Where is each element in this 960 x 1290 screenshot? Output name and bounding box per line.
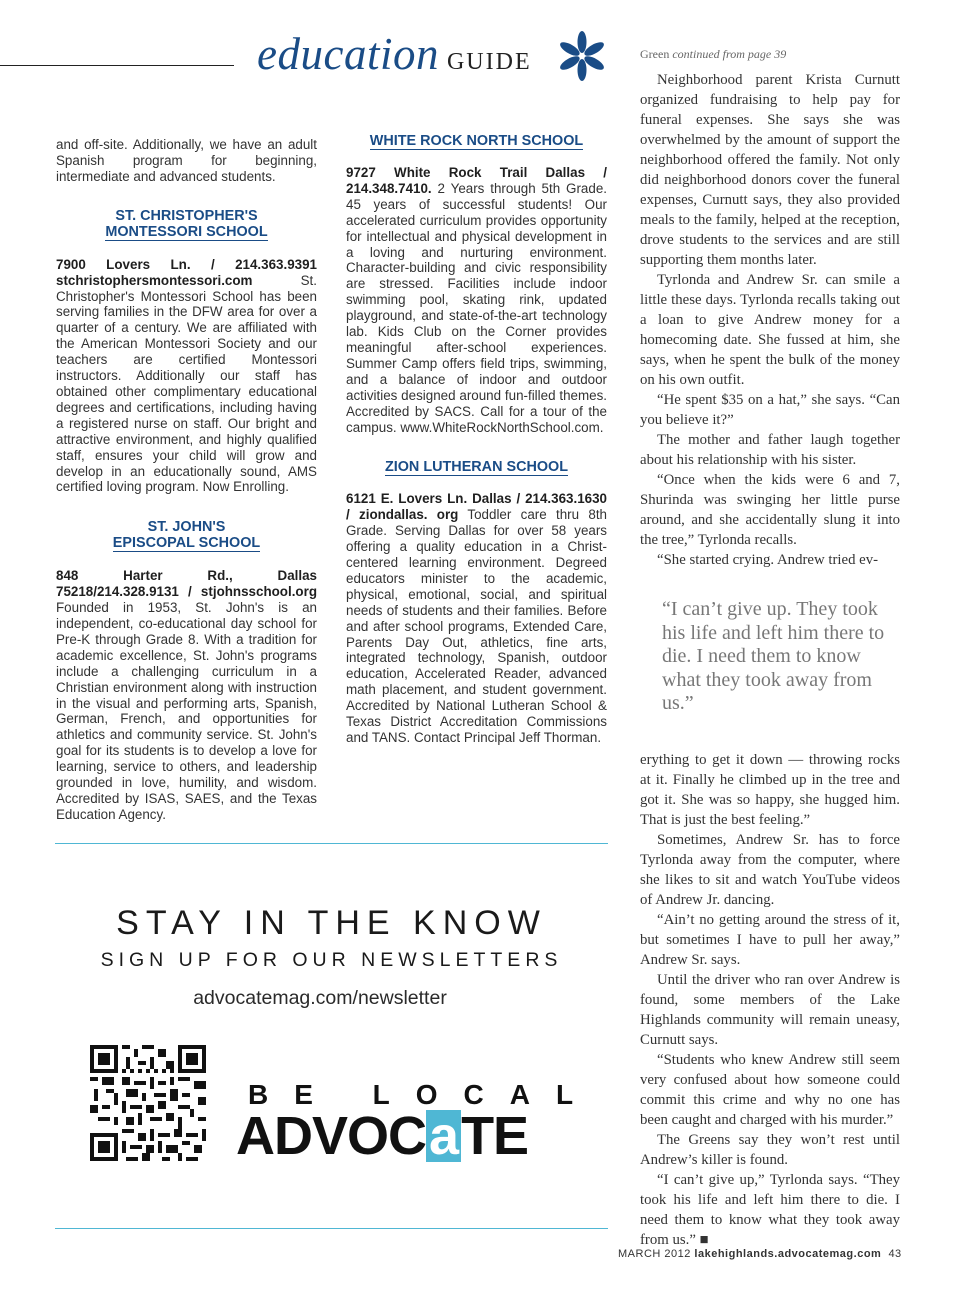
school-contact: 848 Harter Rd., Dallas 75218/214.328.9131 / stjohnsschool.org (56, 568, 317, 600)
section-title-word: education (257, 29, 439, 79)
ad-top-rule (55, 843, 608, 844)
header-rule (0, 65, 234, 66)
section-title-guide: GUIDE (446, 49, 532, 75)
school-entry-st-christophers (56, 257, 317, 496)
school-title-line: ST. CHRISTOPHER'S (115, 207, 258, 224)
school-description: Founded in 1953, St. John's is an independent, co-educational day school for Pre-K through Grade 8. With a tradition for academic excellence, St. John's programs include a challenging curriculum in a Christian environment along with instruction in the visual and performing arts, Spanish, German, French, and opportunities for athletics and community service. St. John's goal for its students is to develop a love for learning, service to others, and leadership grounded in love, humility, and wisdom. Accredited by ISAS, SAES, and the Texas Education Agency. (56, 600, 317, 822)
ad-subhead: SIGN UP FOR OUR NEWSLETTERS (100, 949, 563, 971)
col1-intro: and off-site. Additionally, we have an adult Spanish program for beginning, intermediate and advanced students. (56, 137, 317, 184)
story-paragraph: The mother and father laugh together about his relationship with his sister. (640, 432, 900, 468)
page-footer (618, 1248, 902, 1260)
advocate-logo-text: TE (461, 1106, 529, 1166)
column-1 (56, 137, 317, 823)
story-paragraph: “Students who knew Andrew still seem very confused about how someone could commit this crime and why no one has been caught and charged with his murder.” (640, 1052, 900, 1128)
advocate-logo (236, 1106, 528, 1166)
story-column-bottom (640, 750, 900, 1250)
asterisk-icon (556, 30, 608, 82)
column-2 (346, 133, 607, 746)
qr-code-icon[interactable] (90, 1045, 206, 1161)
school-description: St. Christopher's Montessori School has been serving families in the DFW area for over a quarter of a century. We are affiliated with the American Montessori Society and our teachers are certified Montessori instructors. Additionally our staff has obtained other complimentary educational degrees and certifications, including having a registered nurse on staff. Our bright and attractive environment, and highly qualified staff, ensures your child will grow and develop in an educationally sound, AMS certified loving program. Now Enrolling. (56, 272, 317, 495)
continued-page-ref: continued from page 39 (672, 47, 787, 61)
school-title-st-christophers (56, 208, 317, 240)
story-paragraph: Neighborhood parent Krista Curnutt organized fundraising to help pay for funeral expenses. She says she was overwhelmed by the amount of support the neighborhood offered the family. Not only did neighborhood donors cover the funeral expenses, Curnutt says, they also provided meals to the family, helped at the reception, drove students to the services and are still supporting them months later. (640, 72, 900, 268)
story-paragraph: “He spent $35 on a hat,” she says. “Can you believe it?” (640, 392, 900, 428)
school-contact: 9727 White Rock Trail Dallas / 214.348.7410. (346, 165, 607, 196)
school-title-line: WHITE ROCK NORTH SCHOOL (369, 133, 584, 149)
story-paragraph: “Ain’t no getting around the stress of it, but sometimes I have to pull her away,” Andrew Sr. says. (640, 912, 900, 968)
story-paragraph: The Greens say they won’t rest until Andrew’s killer is found. (640, 1132, 900, 1168)
school-title-zion-lutheran (346, 459, 607, 475)
footer-issue-date: MARCH 2012 (618, 1248, 691, 1260)
school-title-line: ST. JOHN'S (147, 519, 226, 536)
school-title-line: EPISCOPAL SCHOOL (112, 535, 261, 552)
story-paragraph: Sometimes, Andrew Sr. has to force Tyrlonda away from the computer, where she likes to sit and watch YouTube videos of Andrew Jr. dancing. (640, 832, 900, 908)
story-paragraph: “I can’t give up,” Tyrlonda says. “They took his life and left him there to die. I need them to know what they took away from us.” ■ (640, 1172, 900, 1248)
advocate-logo-a: a (426, 1110, 461, 1162)
school-description: Toddler care thru 8th Grade. Serving Dallas for over 58 years offering a quality education in a Christ-centered learning environment. Degreed educators minister to the academic, physical, emotional, social, and spiritual needs of students and their families. Before and after school programs, Extended Care, Parents Day Out, athletics, fine arts, integrated technology, Spanish, outdoor education, Accelerated Reader, advanced math placement, and student government. Accredited by National Lutheran School & Texas District Accreditation Commissions and TANS. Contact Principal Jeff Thorman. (346, 507, 607, 745)
ad-headline: STAY IN THE KNOW (116, 904, 547, 942)
be-local-tagline: BE LOCAL (248, 1079, 600, 1110)
story-paragraph: Until the driver who ran over Andrew is found, some members of the Lake Highlands community will remain uneasy, Curnutt says. (640, 972, 900, 1048)
school-title-line: ZION LUTHERAN SCHOOL (384, 459, 569, 476)
school-entry-zion-lutheran (346, 491, 607, 746)
school-title-white-rock-north (346, 133, 607, 149)
pull-quote: “I can’t give up. They took his life and left him there to die. I need them to know what they took away from us.” (662, 598, 885, 714)
story-paragraph: “She started crying. Andrew tried ev- (657, 552, 879, 568)
newsletter-link[interactable]: advocatemag.com/newsletter (193, 987, 447, 1009)
school-title-line: MONTESSORI SCHOOL (105, 223, 268, 240)
school-entry-st-johns (56, 568, 317, 823)
story-paragraph: “Once when the kids were 6 and 7, Shurinda was swinging her little purse around, and she accidentally slung it into the tree,” Tyrlonda recalls. (640, 472, 900, 548)
ad-bottom-rule (55, 1228, 608, 1229)
advocate-logo-text: ADVOC (236, 1106, 427, 1166)
continued-story-name: Green (640, 47, 670, 61)
story-paragraph: Tyrlonda and Andrew Sr. can smile a little these days. Tyrlonda recalls taking out a loan to give Andrew money for a homecoming date. She fussed at him, she says, when he spent the bulk of the money on his own outfit. (640, 272, 900, 388)
continued-note (640, 47, 786, 62)
page-number: 43 (888, 1248, 902, 1260)
school-title-st-johns (56, 519, 317, 551)
school-entry-white-rock-north (346, 165, 607, 435)
school-description: 2 Years through 5th Grade. 45 years of successful students! Our accelerated curriculum provides opportunity for intellectual and physical development in a loving and nurturing environment. Character-building and civic responsibility are stressed. Facilities include indoor swimming pool, skating rink, updated playground, and state-of-the-art technology lab. Kids Club on the Corner provides meaningful after-school experiences. Summer Camp offers field trips, swimming, and a balance of indoor and outdoor activities designed around fun-filled themes. Accredited by SACS. Call for a tour of the campus. www.WhiteRockNorthSchool.com. (346, 180, 607, 435)
section-title (257, 28, 532, 80)
school-contact: 7900 Lovers Ln. / 214.363.9391 stchristophersmontessori.com (56, 256, 317, 288)
school-contact: 6121 E. Lovers Ln. Dallas / 214.363.1630 / ziondallas. org (346, 491, 607, 523)
footer-website: lakehighlands.advocatemag.com (694, 1248, 882, 1260)
story-column-top (640, 70, 900, 570)
story-paragraph: erything to get it down — throwing rocks at it. Finally he climbed up in the tree and got it. She was so happy, she hugged him. That is just the best feeling.” (640, 752, 900, 828)
